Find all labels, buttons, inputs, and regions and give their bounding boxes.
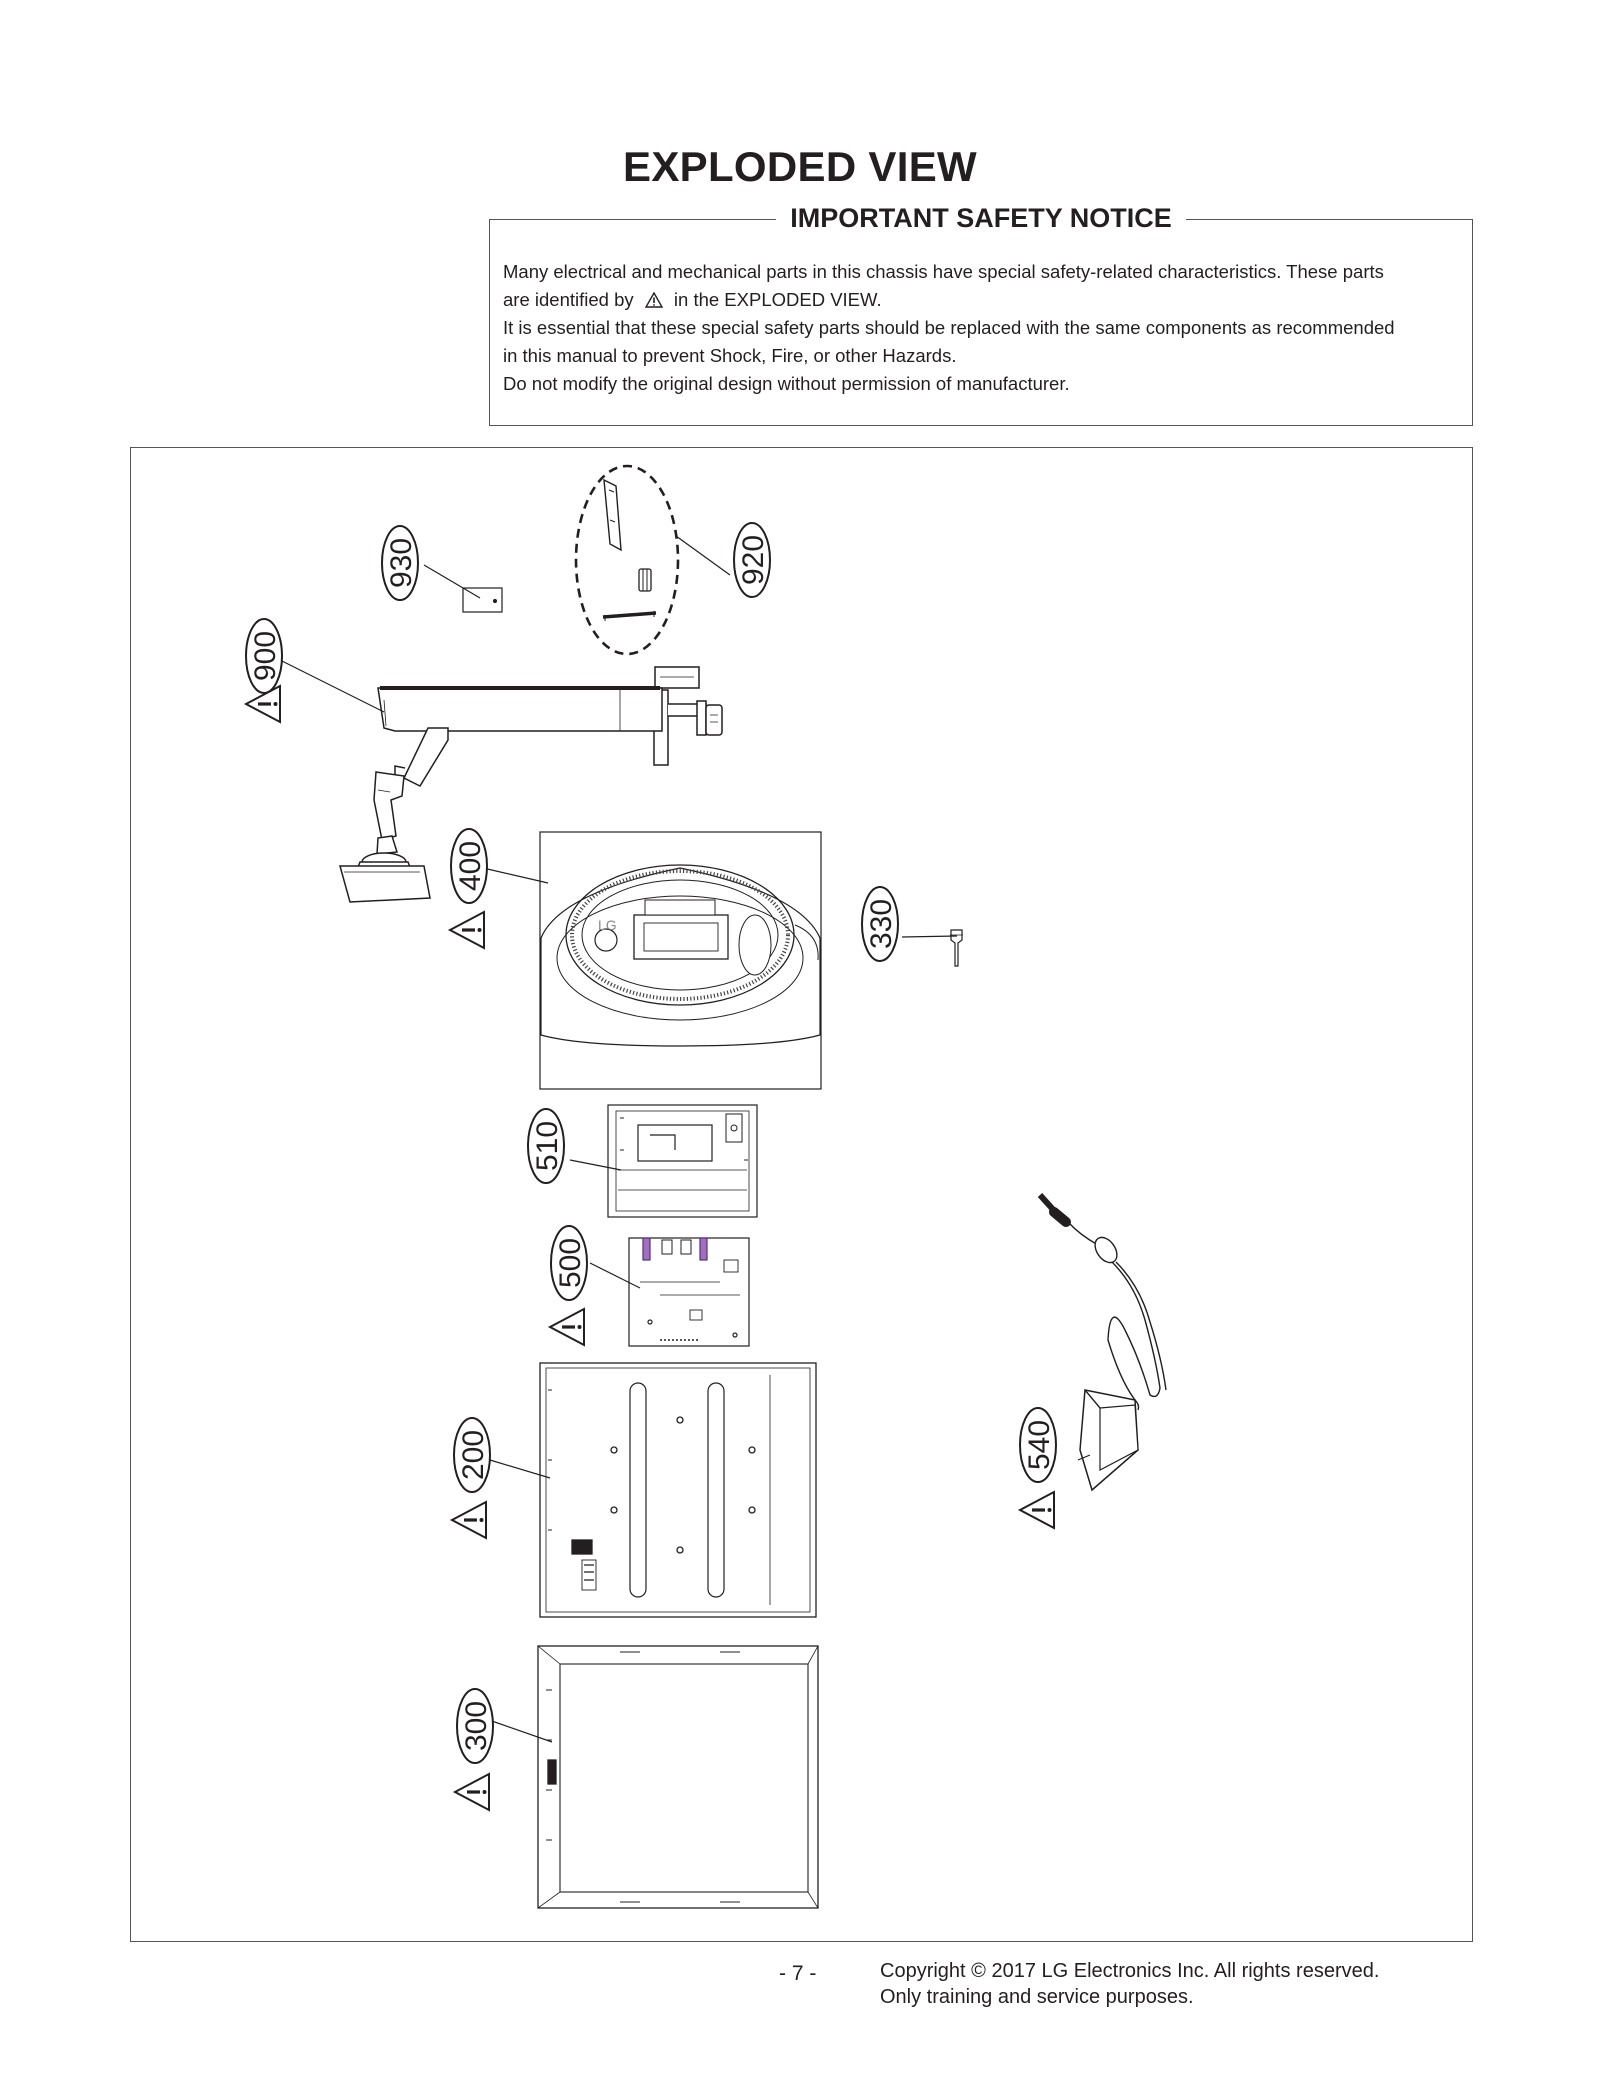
callout-500-label: 500 xyxy=(554,1237,587,1289)
part-330-drawing xyxy=(950,930,963,966)
callout-540 xyxy=(1020,1408,1056,1528)
svg-text:LG: LG xyxy=(598,917,617,933)
callout-510 xyxy=(528,1109,564,1183)
notice-line-5: Do not modify the original design without permission of manufacturer. xyxy=(503,373,1070,394)
callout-510-label: 510 xyxy=(531,1120,564,1172)
callout-400-warning-icon xyxy=(450,912,484,948)
page-title: EXPLODED VIEW xyxy=(623,143,977,190)
notice-line-3: It is essential that these special safety parts should be replaced with the same components as recommended xyxy=(503,317,1395,338)
part-540-drawing xyxy=(1040,1195,1166,1490)
callout-400 xyxy=(450,829,487,948)
callout-300-label: 300 xyxy=(460,1700,493,1752)
notice-line-1: Many electrical and mechanical parts in this chassis have special safety-related characteristics. These parts xyxy=(503,261,1384,282)
page-number: - 7 - xyxy=(779,1962,817,1985)
notice-line-2-end: in the EXPLODED VIEW. xyxy=(673,289,882,310)
part-500-drawing xyxy=(629,1238,749,1346)
callout-930-label: 930 xyxy=(385,537,418,589)
callout-930 xyxy=(382,526,418,600)
callout-500-warning-icon xyxy=(550,1309,584,1345)
notice-line-2-start: are identified by xyxy=(503,289,634,310)
callout-920 xyxy=(734,523,770,597)
part-920-drawing xyxy=(576,466,678,654)
safety-notice-title: IMPORTANT SAFETY NOTICE xyxy=(776,203,1186,233)
callout-200-warning-icon xyxy=(452,1502,486,1538)
callout-330-label: 330 xyxy=(865,898,898,950)
notice-line-4: in this manual to prevent Shock, Fire, or other Hazards. xyxy=(503,345,957,366)
copyright-line-2: Only training and service purposes. xyxy=(880,1986,1194,2008)
callout-300-warning-icon xyxy=(455,1774,489,1810)
callout-200 xyxy=(452,1418,490,1538)
callout-900 xyxy=(246,619,282,722)
callout-900-label: 900 xyxy=(249,630,282,682)
callout-330 xyxy=(862,887,898,961)
part-400-drawing xyxy=(540,832,821,1089)
copyright-line-1: Copyright © 2017 LG Electronics Inc. All rights reserved. xyxy=(880,1960,1380,1982)
callout-920-label: 920 xyxy=(737,534,770,586)
part-300-drawing xyxy=(538,1646,818,1908)
callout-300 xyxy=(455,1689,493,1810)
part-510-drawing xyxy=(608,1105,757,1217)
callout-500 xyxy=(550,1226,587,1345)
callout-540-label: 540 xyxy=(1023,1419,1056,1471)
callout-400-label: 400 xyxy=(454,840,487,892)
copyright-notice xyxy=(880,1958,1379,2010)
callout-200-label: 200 xyxy=(457,1429,490,1481)
callout-540-warning-icon xyxy=(1020,1492,1054,1528)
part-200-drawing xyxy=(540,1363,816,1617)
